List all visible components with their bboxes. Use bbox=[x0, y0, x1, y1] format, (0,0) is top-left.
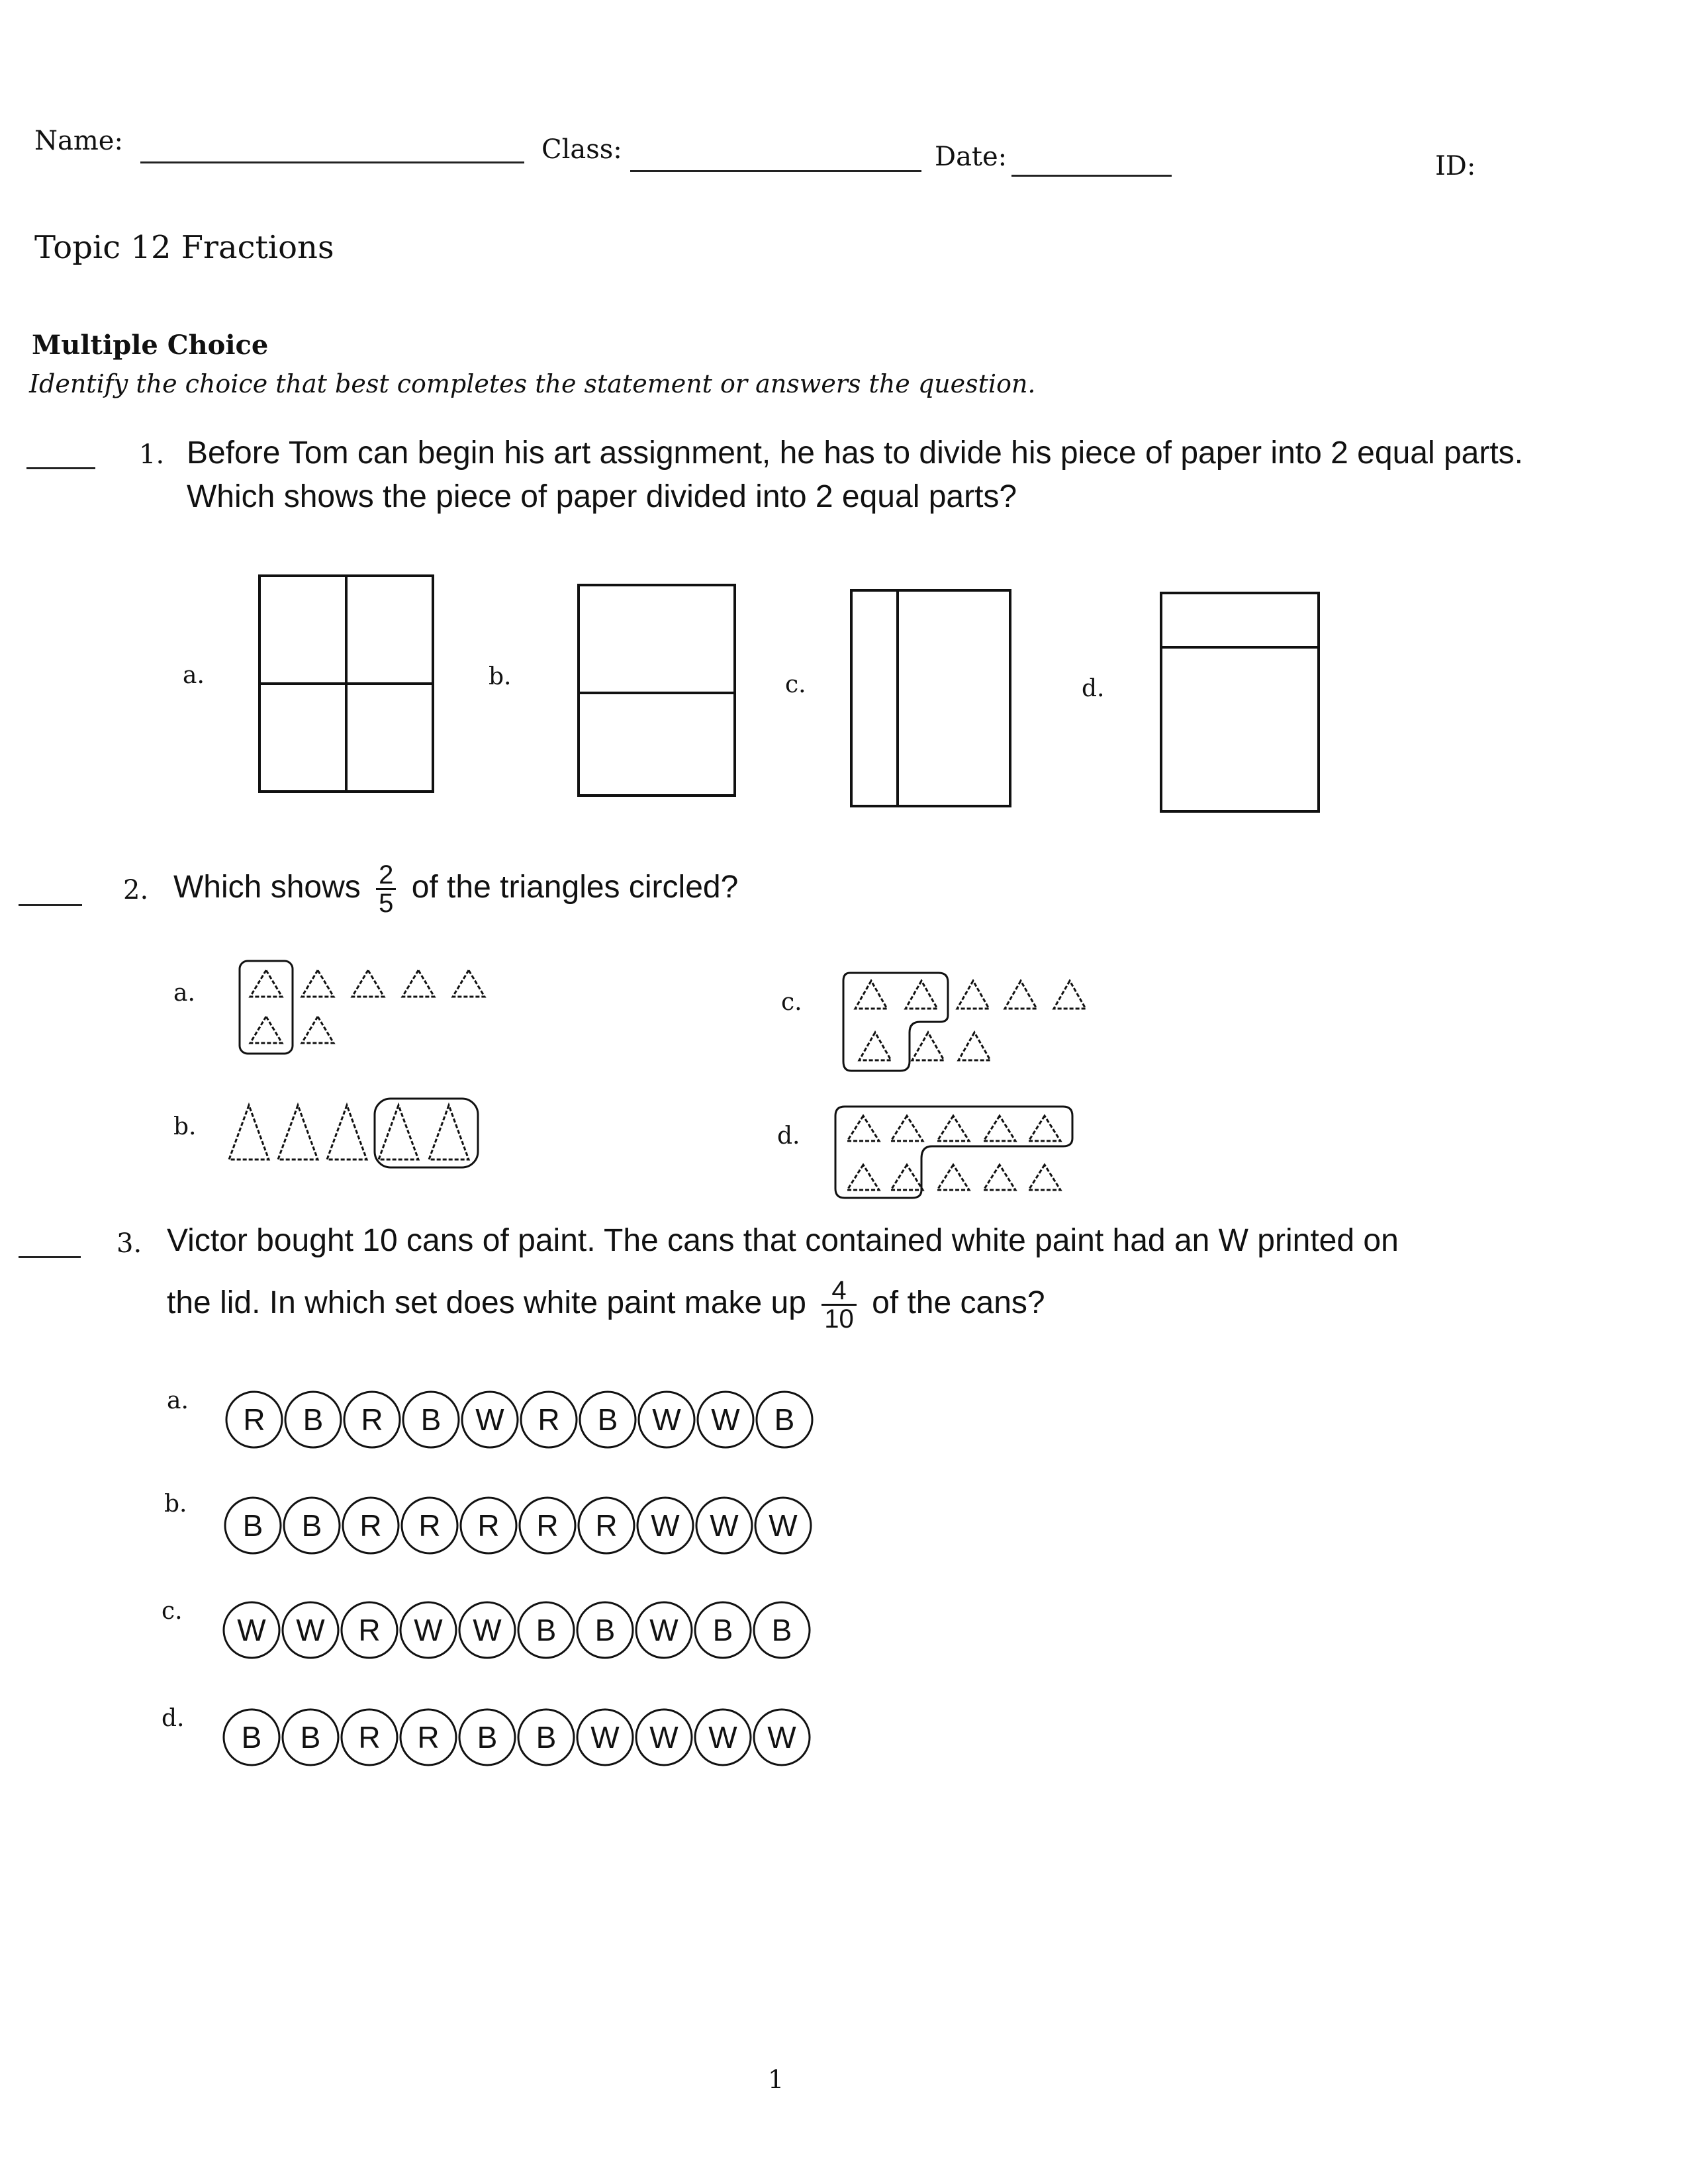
can-letter: W bbox=[649, 1720, 679, 1754]
triangle-icon bbox=[250, 1017, 282, 1043]
paint-can-w bbox=[636, 1602, 692, 1658]
paint-can-b bbox=[403, 1392, 459, 1447]
option-label: d. bbox=[162, 1705, 185, 1732]
paint-can-w bbox=[400, 1602, 456, 1658]
triangle-icon bbox=[327, 1105, 367, 1160]
paint-can-r bbox=[521, 1392, 577, 1447]
question-text: Before Tom can begin his art assignment, he has to divide his piece of paper into 2 equal parts. Which shows the piece of paper divided into 2 equal parts? bbox=[187, 435, 1523, 514]
can-letter: W bbox=[711, 1402, 740, 1437]
can-letter: B bbox=[536, 1613, 557, 1647]
question-number: 3. bbox=[117, 1228, 142, 1259]
can-letter: R bbox=[358, 1613, 381, 1647]
paint-can-r bbox=[342, 1602, 397, 1658]
paint-can-w bbox=[577, 1709, 633, 1765]
can-letter: W bbox=[473, 1613, 502, 1647]
option-label: b. bbox=[489, 663, 512, 690]
can-letter: B bbox=[771, 1613, 792, 1647]
can-letter: B bbox=[477, 1720, 498, 1754]
triangle-icon bbox=[859, 1032, 891, 1060]
can-letter: R bbox=[243, 1402, 265, 1437]
paint-can-w bbox=[459, 1602, 515, 1658]
paint-can-b bbox=[285, 1392, 341, 1447]
can-letter: R bbox=[536, 1508, 559, 1543]
triangle-icon bbox=[379, 1105, 418, 1160]
can-letter: W bbox=[710, 1508, 739, 1543]
paint-can-r bbox=[342, 1709, 397, 1765]
paint-can-b bbox=[225, 1498, 281, 1553]
can-letter: W bbox=[590, 1720, 620, 1754]
section-heading: Multiple Choice bbox=[32, 330, 269, 361]
class-field[interactable] bbox=[630, 170, 921, 172]
triangle-icon bbox=[229, 1105, 269, 1160]
paint-can-r bbox=[520, 1498, 575, 1553]
can-letter: R bbox=[538, 1402, 560, 1437]
fraction-four-tenths: $\frac{4}{10}$ bbox=[821, 1277, 857, 1332]
figure-unequal-vertical-parts[interactable] bbox=[850, 589, 1011, 807]
paint-can-r bbox=[461, 1498, 516, 1553]
can-letter: W bbox=[414, 1613, 443, 1647]
paint-can-r bbox=[402, 1498, 457, 1553]
can-letter: W bbox=[651, 1508, 680, 1543]
triangle-icon bbox=[847, 1165, 879, 1190]
can-letter: W bbox=[652, 1402, 681, 1437]
paint-can-b bbox=[459, 1709, 515, 1765]
can-letter: B bbox=[241, 1720, 262, 1754]
triangle-icon bbox=[891, 1116, 923, 1141]
triangle-icon bbox=[959, 1032, 990, 1060]
can-letter: B bbox=[774, 1402, 795, 1437]
paint-can-b bbox=[580, 1392, 635, 1447]
question-text: Which shows $\frac{2}{5}$ of the triangles circled? bbox=[173, 860, 739, 918]
answer-blank-3[interactable] bbox=[19, 1256, 81, 1258]
can-letter: B bbox=[301, 1508, 322, 1543]
triangle-icon bbox=[302, 970, 334, 997]
triangle-icon bbox=[278, 1105, 318, 1160]
option-label: c. bbox=[781, 989, 802, 1016]
option-label: a. bbox=[183, 662, 205, 689]
can-letter: B bbox=[300, 1720, 321, 1754]
can-letter: W bbox=[769, 1508, 798, 1543]
can-letter: W bbox=[296, 1613, 325, 1647]
can-letter: R bbox=[418, 1508, 441, 1543]
triangle-icon bbox=[1054, 981, 1086, 1009]
triangle-icon bbox=[250, 970, 282, 997]
option-label: d. bbox=[1082, 675, 1105, 702]
can-letter: W bbox=[237, 1613, 266, 1647]
question-number: 2. bbox=[123, 875, 149, 905]
can-letter: B bbox=[303, 1402, 324, 1437]
can-set-c[interactable] bbox=[222, 1600, 831, 1660]
can-letter: B bbox=[242, 1508, 263, 1543]
figure-two-equal-parts[interactable] bbox=[577, 584, 736, 797]
fraction-two-fifths: $\frac{2}{5}$ bbox=[376, 862, 396, 917]
paint-can-w bbox=[696, 1498, 752, 1553]
paint-can-b bbox=[754, 1602, 810, 1658]
option-label: b. bbox=[164, 1490, 187, 1518]
name-field[interactable] bbox=[140, 161, 524, 163]
paint-can-r bbox=[344, 1392, 400, 1447]
triangle-icon bbox=[891, 1165, 923, 1190]
question-number: 1. bbox=[139, 439, 165, 470]
triangle-icon bbox=[957, 981, 989, 1009]
paint-can-w bbox=[462, 1392, 518, 1447]
triangle-icon bbox=[402, 970, 434, 997]
paint-can-w bbox=[283, 1602, 338, 1658]
question-text-line2: the lid. In which set does white paint make up $\frac{4}{10}$ of the cans? bbox=[167, 1276, 1045, 1334]
paint-can-b bbox=[224, 1709, 279, 1765]
option-label: c. bbox=[785, 671, 806, 698]
triangle-icon bbox=[1005, 981, 1037, 1009]
paint-can-b bbox=[518, 1709, 574, 1765]
paint-can-w bbox=[695, 1709, 751, 1765]
can-letter: R bbox=[417, 1720, 440, 1754]
paint-can-r bbox=[400, 1709, 456, 1765]
question-text: Victor bought 10 cans of paint. The cans that contained white paint had an W printed on bbox=[167, 1223, 1399, 1258]
can-set-d[interactable] bbox=[222, 1707, 831, 1767]
paint-can-b bbox=[695, 1602, 751, 1658]
paint-can-b bbox=[284, 1498, 340, 1553]
option-label: d. bbox=[777, 1122, 800, 1150]
paint-can-w bbox=[636, 1709, 692, 1765]
triangle-icon bbox=[912, 1032, 944, 1060]
triangle-icon bbox=[352, 970, 384, 997]
can-set-b[interactable] bbox=[224, 1496, 833, 1555]
triangle-icon bbox=[984, 1116, 1015, 1141]
option-label: b. bbox=[173, 1113, 197, 1140]
paint-can-r bbox=[226, 1392, 282, 1447]
section-instructions: Identify the choice that best completes the statement or answers the question. bbox=[29, 369, 1036, 398]
triangle-icon bbox=[847, 1116, 879, 1141]
figure-four-equal-parts[interactable] bbox=[258, 574, 434, 793]
can-set-a[interactable] bbox=[225, 1390, 834, 1449]
can-letter: R bbox=[595, 1508, 618, 1543]
triangle-icon bbox=[1029, 1116, 1060, 1141]
triangle-icon bbox=[429, 1105, 469, 1160]
paint-can-r bbox=[579, 1498, 634, 1553]
paint-can-w bbox=[698, 1392, 753, 1447]
class-label: Class: bbox=[541, 134, 622, 165]
can-letter: R bbox=[361, 1402, 383, 1437]
can-letter: R bbox=[477, 1508, 500, 1543]
can-letter: W bbox=[767, 1720, 796, 1754]
can-letter: B bbox=[420, 1402, 442, 1437]
can-letter: W bbox=[708, 1720, 737, 1754]
triangle-set-d[interactable] bbox=[833, 1103, 1078, 1202]
triangle-set-b[interactable] bbox=[225, 1096, 483, 1170]
page-number: 1 bbox=[768, 2065, 784, 2094]
option-label: c. bbox=[162, 1598, 183, 1625]
paint-can-r bbox=[343, 1498, 399, 1553]
page-title: Topic 12 Fractions bbox=[34, 229, 334, 266]
option-label: a. bbox=[173, 979, 195, 1007]
triangle-icon bbox=[937, 1116, 969, 1141]
can-letter: R bbox=[358, 1720, 381, 1754]
paint-can-b bbox=[283, 1709, 338, 1765]
date-label: Date: bbox=[935, 142, 1008, 172]
paint-can-w bbox=[224, 1602, 279, 1658]
triangle-icon bbox=[906, 981, 937, 1009]
name-label: Name: bbox=[34, 126, 123, 156]
can-letter: B bbox=[536, 1720, 557, 1754]
date-field[interactable] bbox=[1011, 175, 1172, 177]
paint-can-w bbox=[637, 1498, 693, 1553]
triangle-icon bbox=[984, 1165, 1015, 1190]
id-label: ID: bbox=[1435, 151, 1476, 181]
can-letter: B bbox=[594, 1613, 616, 1647]
answer-blank-2[interactable] bbox=[19, 904, 82, 906]
paint-can-w bbox=[639, 1392, 694, 1447]
paint-can-b bbox=[577, 1602, 633, 1658]
can-letter: B bbox=[597, 1402, 618, 1437]
can-letter: W bbox=[649, 1613, 679, 1647]
paint-can-b bbox=[518, 1602, 574, 1658]
option-label: a. bbox=[167, 1387, 189, 1414]
can-letter: R bbox=[359, 1508, 382, 1543]
triangle-set-c[interactable] bbox=[841, 969, 1099, 1075]
figure-unequal-horizontal-parts[interactable] bbox=[1160, 592, 1320, 813]
paint-can-b bbox=[757, 1392, 812, 1447]
can-letter: W bbox=[475, 1402, 504, 1437]
triangle-icon bbox=[302, 1017, 334, 1043]
triangle-icon bbox=[855, 981, 887, 1009]
triangle-icon bbox=[453, 970, 485, 997]
paint-can-w bbox=[755, 1498, 811, 1553]
triangle-icon bbox=[937, 1165, 969, 1190]
triangle-icon bbox=[1029, 1165, 1060, 1190]
can-letter: B bbox=[712, 1613, 733, 1647]
answer-blank-1[interactable] bbox=[26, 467, 95, 469]
paint-can-w bbox=[754, 1709, 810, 1765]
triangle-set-a[interactable] bbox=[237, 958, 502, 1058]
